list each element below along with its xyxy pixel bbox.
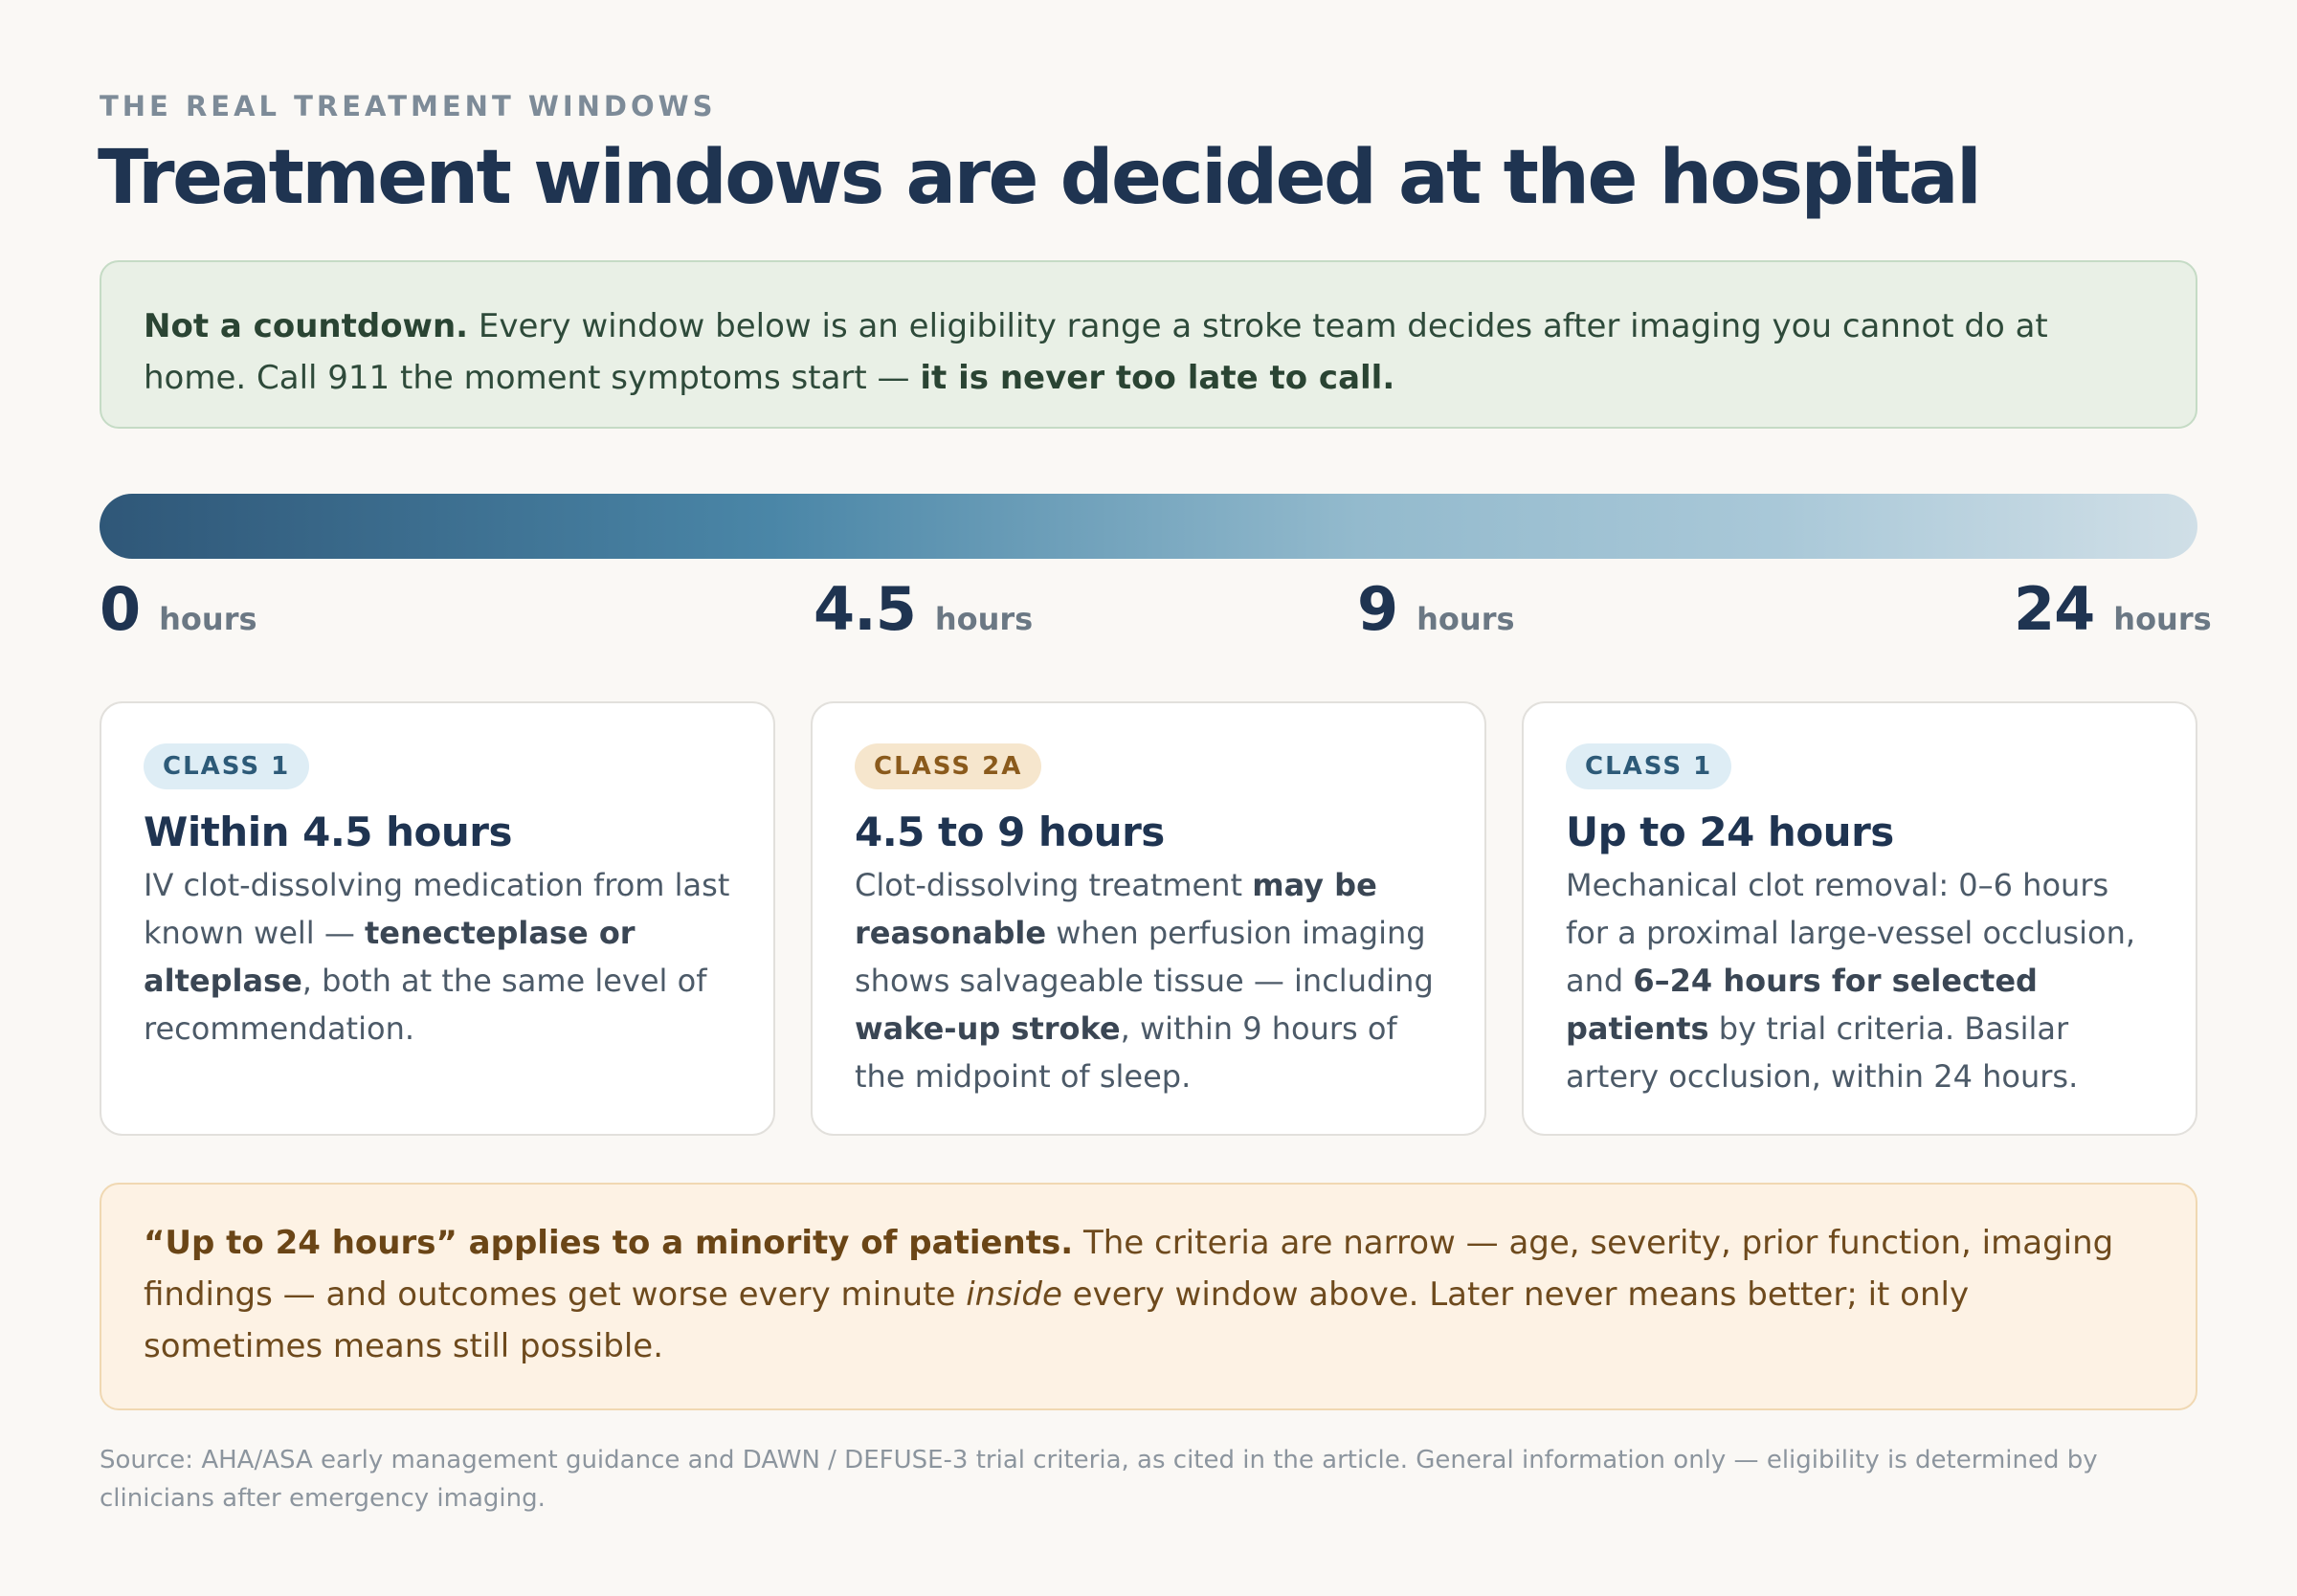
card-body-emphasis: wake-up stroke [855, 1010, 1121, 1047]
card-body-text: , within 9 hours of the midpoint of sleep. [855, 1010, 1397, 1095]
class-badge: CLASS 1 [144, 743, 309, 789]
card-body-emphasis: 6–24 hours for selected patients [1566, 963, 2038, 1047]
card-title: Up to 24 hours [1566, 809, 1894, 855]
tick-unit: hours [2113, 601, 2212, 637]
tick-unit: hours [159, 601, 257, 637]
card-body-text: Clot-dissolving treatment [855, 867, 1253, 903]
card-title: 4.5 to 9 hours [855, 809, 1165, 855]
tick-9-hours [1357, 574, 1515, 644]
callout-lead: Not a countdown. [144, 307, 469, 345]
card-body-text: when perfusion imaging shows salvageable tissue — including [855, 915, 1434, 999]
card-4-5-to-9-hours [811, 701, 1486, 1136]
warning-text: The criteria are narrow — age, severity, prior function, imaging findings — and outcomes get worse every minute [144, 1224, 2114, 1314]
card-body-emphasis: tenecteplase or alteplase [144, 915, 636, 999]
class-badge: CLASS 1 [1566, 743, 1731, 789]
source-note: Source: AHA/ASA early management guidance and DAWN / DEFUSE-3 trial criteria, as cited in the article. General information only — eligibility is determined by clinicians after emergency imaging. [100, 1446, 2098, 1513]
timeline-gradient-bar [100, 494, 2197, 559]
tick-24-hours [2014, 574, 2212, 644]
card-body [144, 861, 733, 1053]
tick-unit: hours [934, 601, 1034, 637]
card-body-text: Mechanical clot removal: 0–6 hours for a proximal large-vessel occlusion, and [1566, 867, 2136, 999]
class-badge: CLASS 2A [855, 743, 1041, 789]
callout-emphasis: it is never too late to call. [920, 359, 1395, 397]
not-a-countdown-callout [100, 260, 2197, 429]
tick-unit: hours [1416, 601, 1515, 637]
card-body-text: by trial criteria. Basilar artery occlusion, within 24 hours. [1566, 1010, 2079, 1095]
tick-value: 24 [2014, 574, 2095, 644]
tick-0-hours [100, 574, 257, 644]
page-title: Treatment windows are decided at the hospital [98, 135, 1980, 221]
warning-italic: inside [966, 1275, 1062, 1314]
card-body-emphasis: may be reasonable [855, 867, 1377, 951]
callout-text: Every window below is an eligibility range a stroke team decides after imaging you cannot do at home. Call 911 the moment symptoms start — [144, 307, 2048, 397]
warning-text-end: every window above. Later never means better; it only sometimes means still possible. [144, 1275, 1970, 1365]
tick-value: 4.5 [814, 574, 916, 644]
eyebrow-label: THE REAL TREATMENT WINDOWS [100, 90, 717, 122]
tick-4-5-hours [814, 574, 1033, 644]
card-body-text: , both at the same level of recommendation. [144, 963, 707, 1047]
card-up-to-24-hours [1522, 701, 2197, 1136]
tick-value: 0 [100, 574, 141, 644]
card-body [855, 861, 1444, 1100]
card-body-text: IV clot-dissolving medication from last known well — [144, 867, 730, 951]
warning-lead: “Up to 24 hours” applies to a minority of patients. [144, 1224, 1074, 1262]
card-body [1566, 861, 2155, 1100]
card-within-4-5-hours [100, 701, 775, 1136]
card-title: Within 4.5 hours [144, 809, 513, 855]
minority-warning-callout [100, 1183, 2197, 1410]
tick-value: 9 [1357, 574, 1398, 644]
